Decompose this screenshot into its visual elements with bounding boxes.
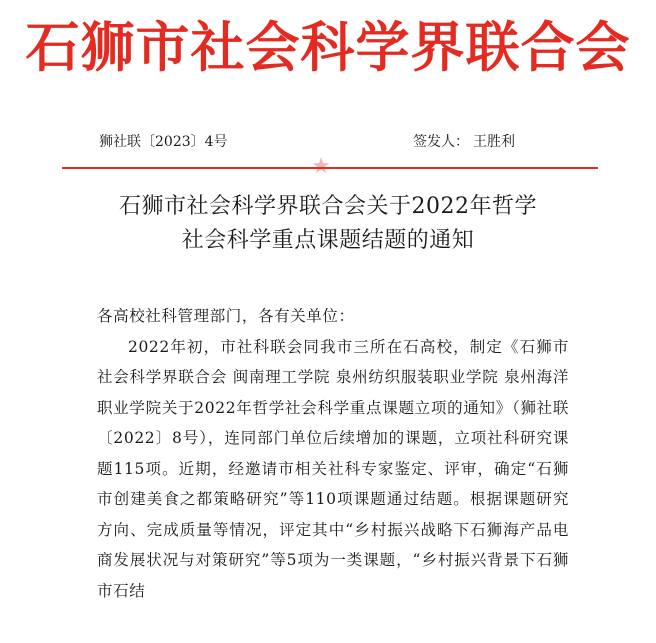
title-line-2: 社会科学重点课题结题的通知 <box>181 228 475 253</box>
document-number: 狮社联〔2023〕4号 <box>99 134 228 150</box>
document-meta <box>0 131 656 153</box>
signer-name: 王胜利 <box>473 134 515 150</box>
body-paragraph: 2022年初，市社科联会同我市三所在石高校，制定《石狮市社会科学界联合会 闽南理工学院 泉州纺织服装职业学院 泉州海洋职业学院关于2022年哲学社会科学重点课题立项的通知》（狮社联〔2022〕8号），连同部门单位后续增加的课题，立项社科研究课题115项。近期，经邀请市相关社科专家鉴定、评审，确定“石狮市创建美食之都策略研究”等110项课题通过结题。根据课题研究方向、完成质量等情况，评定其中“乡村振兴战略下石狮海产品电商发展状况与对策研究”等5项为一类课题，“乡村振兴背景下石狮市石结 <box>97 337 569 600</box>
signer-label: 签发人： <box>413 134 469 150</box>
notice-title <box>40 190 616 258</box>
title-line-1: 石狮市社会科学界联合会关于2022年哲学 <box>119 194 537 219</box>
star-icon: ★ <box>311 154 331 179</box>
salutation: 各高校社科管理部门，各有关单位： <box>97 307 355 325</box>
notice-body <box>97 301 569 606</box>
organization-header: 石狮市社会科学界联合会 <box>25 15 631 79</box>
signer <box>413 131 515 153</box>
